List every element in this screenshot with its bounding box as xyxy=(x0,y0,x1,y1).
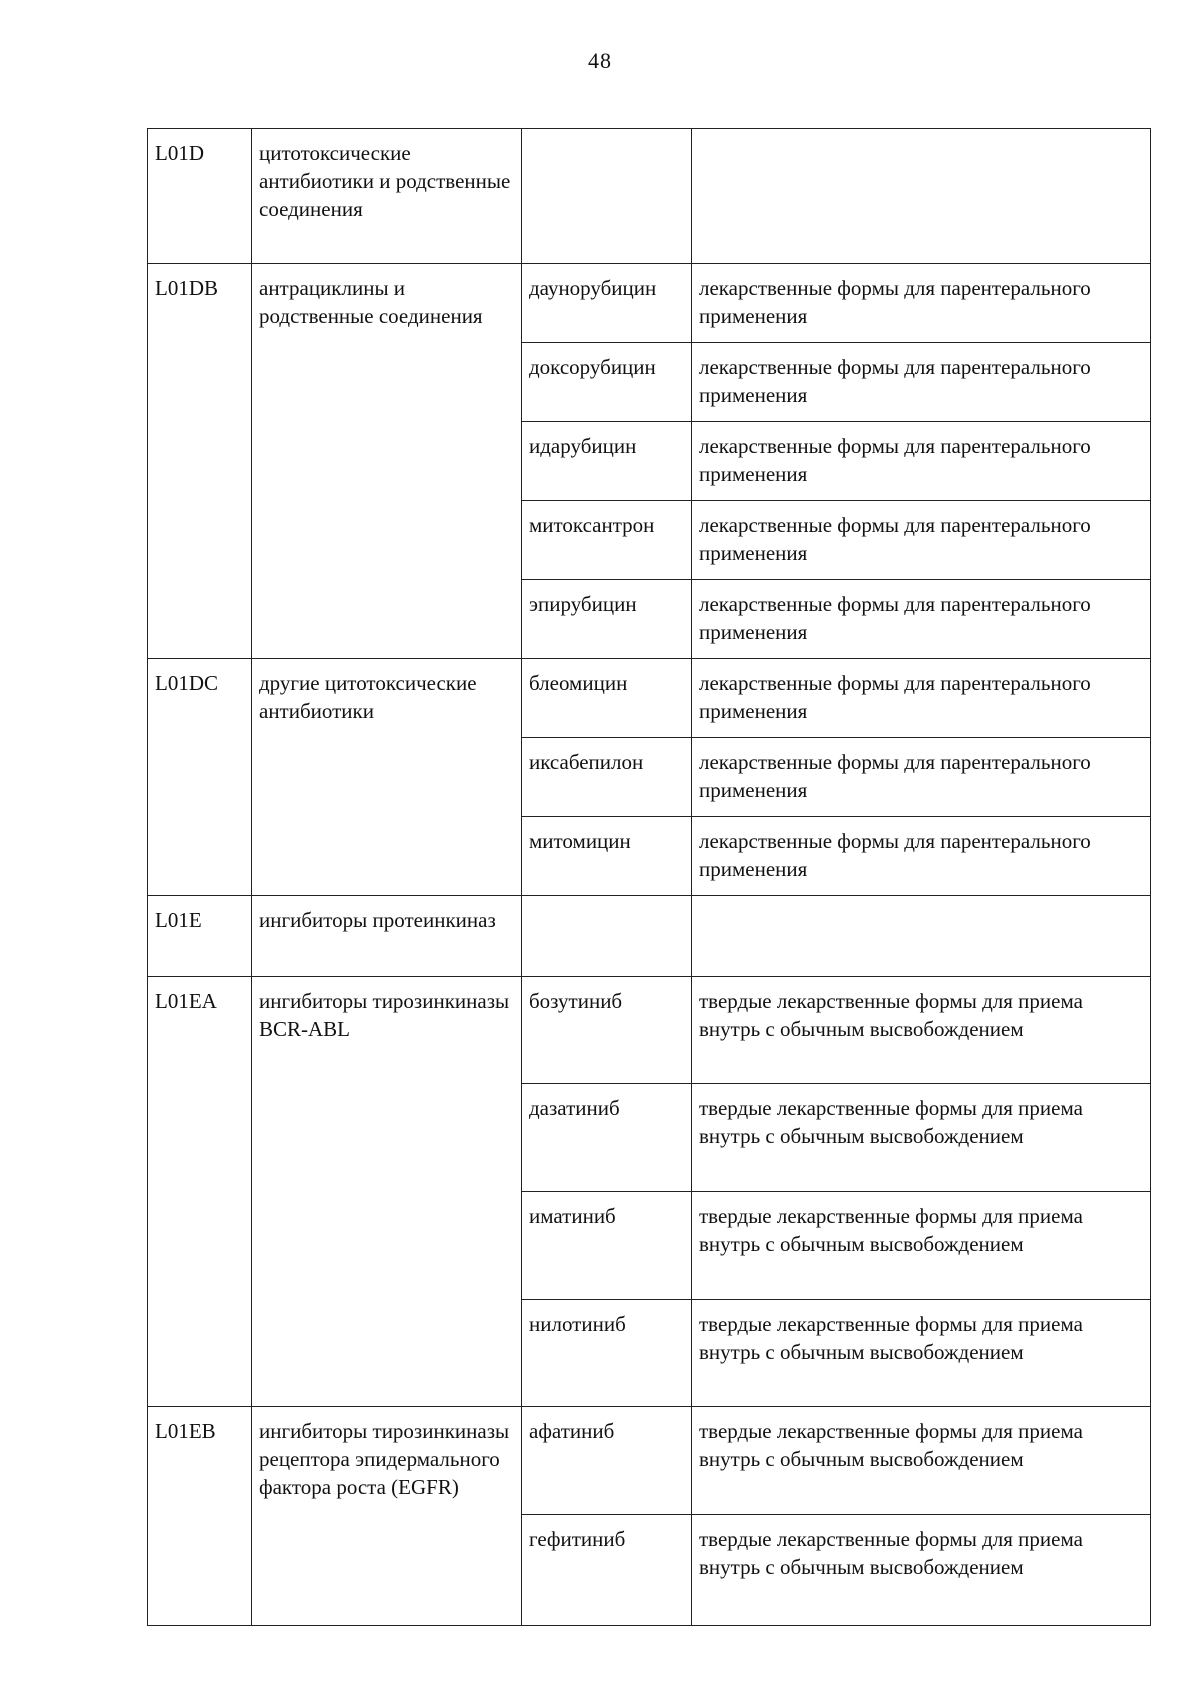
drug-name: митоксантрон xyxy=(522,501,692,580)
dosage-form: лекарственные формы для парентерального применения xyxy=(692,738,1151,817)
atc-classification-table xyxy=(147,128,1151,1626)
atc-code: L01EA xyxy=(148,977,252,1407)
atc-group-name: цитотоксические антибиотики и родственные соединения xyxy=(252,129,522,264)
table-row xyxy=(148,264,1151,343)
page-number: 48 xyxy=(588,48,612,73)
drug-name: гефитиниб xyxy=(522,1515,692,1626)
atc-code: L01EB xyxy=(148,1407,252,1626)
table-row xyxy=(148,896,1151,977)
dosage-form-empty xyxy=(692,896,1151,977)
drug-name-empty xyxy=(522,896,692,977)
dosage-form: твердые лекарственные формы для приема внутрь с обычным высвобождением xyxy=(692,1084,1151,1192)
drug-name: эпирубицин xyxy=(522,580,692,659)
table-row xyxy=(148,1407,1151,1515)
drug-name: доксорубицин xyxy=(522,343,692,422)
drug-name: нилотиниб xyxy=(522,1300,692,1407)
drug-name-empty xyxy=(522,129,692,264)
dosage-form: лекарственные формы для парентерального применения xyxy=(692,580,1151,659)
drug-name: бозутиниб xyxy=(522,977,692,1084)
table-row xyxy=(148,659,1151,738)
atc-group-name: антрациклины и родственные соединения xyxy=(252,264,522,659)
drug-name: даунорубицин xyxy=(522,264,692,343)
drug-name: блеомицин xyxy=(522,659,692,738)
atc-code: L01DC xyxy=(148,659,252,896)
atc-group-name: ингибиторы тирозинкиназы рецептора эпидермального фактора роста (EGFR) xyxy=(252,1407,522,1626)
atc-group-name: ингибиторы протеинкиназ xyxy=(252,896,522,977)
atc-code: L01D xyxy=(148,129,252,264)
dosage-form: лекарственные формы для парентерального применения xyxy=(692,659,1151,738)
atc-group-name: другие цитотоксические антибиотики xyxy=(252,659,522,896)
atc-code: L01E xyxy=(148,896,252,977)
dosage-form: лекарственные формы для парентерального применения xyxy=(692,817,1151,896)
dosage-form: твердые лекарственные формы для приема внутрь с обычным высвобождением xyxy=(692,1300,1151,1407)
drug-name: иксабепилон xyxy=(522,738,692,817)
drug-name: идарубицин xyxy=(522,422,692,501)
dosage-form: лекарственные формы для парентерального применения xyxy=(692,264,1151,343)
drug-name: афатиниб xyxy=(522,1407,692,1515)
dosage-form: лекарственные формы для парентерального применения xyxy=(692,343,1151,422)
drug-name: дазатиниб xyxy=(522,1084,692,1192)
dosage-form: лекарственные формы для парентерального применения xyxy=(692,422,1151,501)
dosage-form: твердые лекарственные формы для приема внутрь с обычным высвобождением xyxy=(692,977,1151,1084)
drug-name: митомицин xyxy=(522,817,692,896)
dosage-form: лекарственные формы для парентерального применения xyxy=(692,501,1151,580)
dosage-form: твердые лекарственные формы для приема внутрь с обычным высвобождением xyxy=(692,1192,1151,1300)
dosage-form: твердые лекарственные формы для приема внутрь с обычным высвобождением xyxy=(692,1407,1151,1515)
drug-name: иматиниб xyxy=(522,1192,692,1300)
atc-code: L01DB xyxy=(148,264,252,659)
dosage-form-empty xyxy=(692,129,1151,264)
dosage-form: твердые лекарственные формы для приема внутрь с обычным высвобождением xyxy=(692,1515,1151,1626)
atc-group-name: ингибиторы тирозинкиназы BCR-ABL xyxy=(252,977,522,1407)
table-row xyxy=(148,129,1151,264)
table-row xyxy=(148,977,1151,1084)
